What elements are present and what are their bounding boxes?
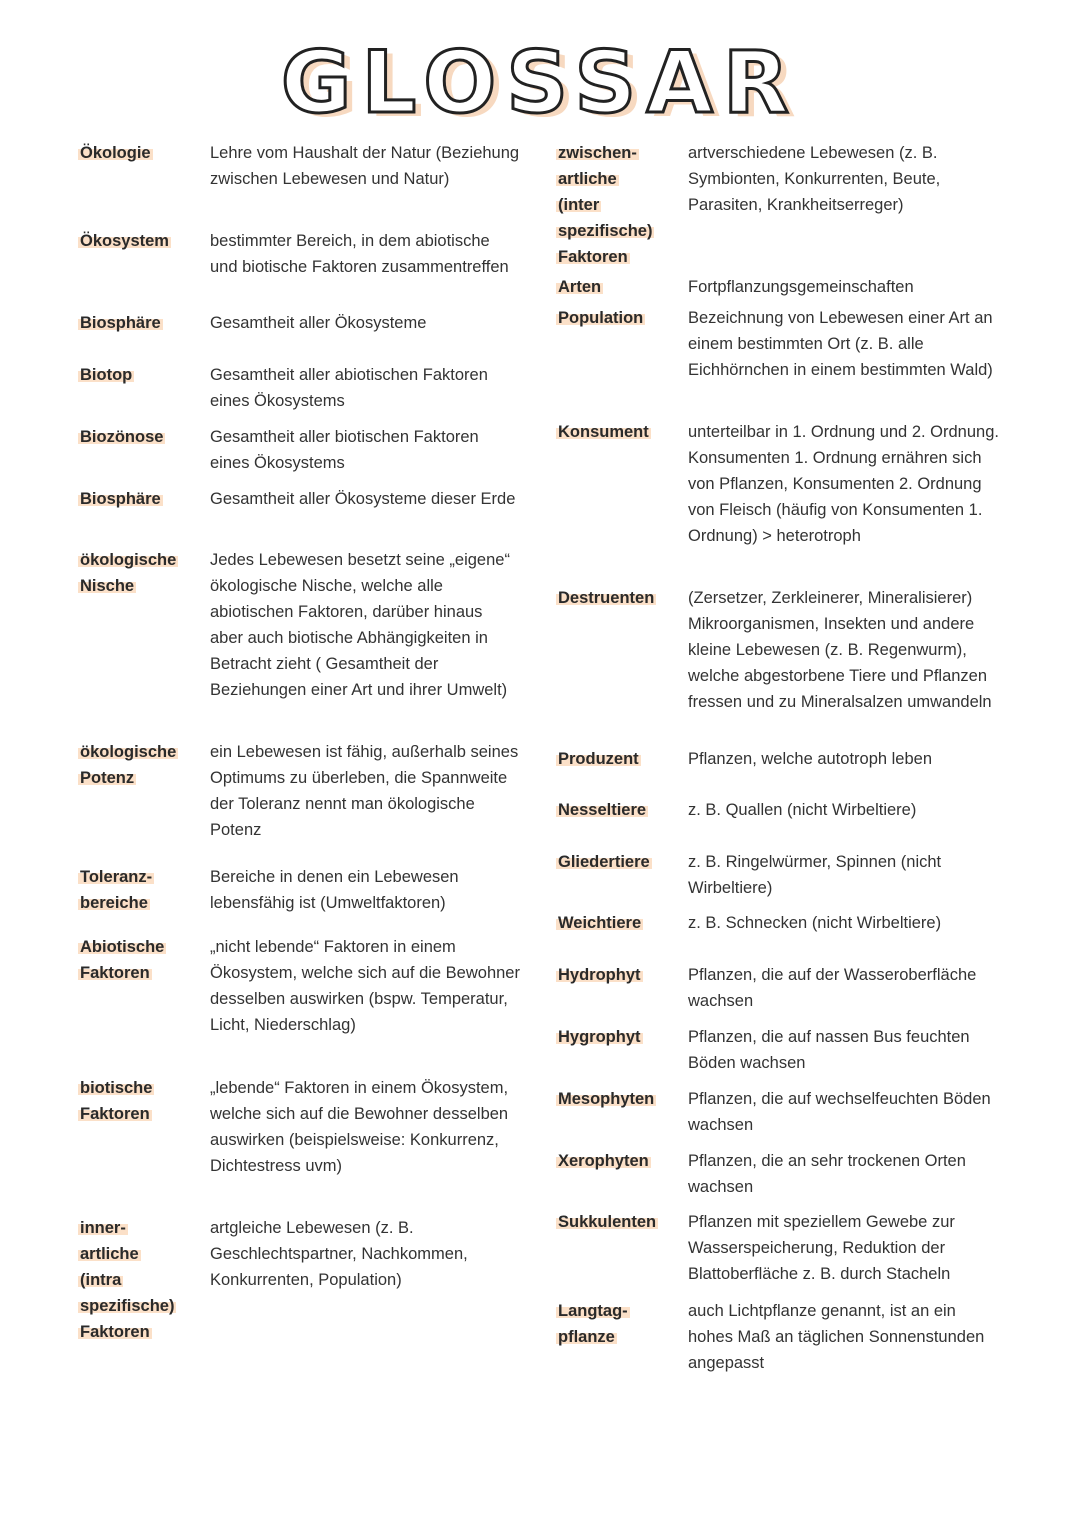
glossary-term: Abiotische Faktoren <box>80 938 165 982</box>
glossary-entry <box>558 797 1003 823</box>
glossary-term: inner- artliche (intra spezifische) Faktoren <box>80 1219 175 1341</box>
glossary-definition: Pflanzen, die an sehr trockenen Orten wachsen <box>688 1152 966 1196</box>
glossary-entry <box>558 746 1003 772</box>
glossary-definition: Pflanzen mit speziellem Gewebe zur Wasserspeicherung, Reduktion der Blattoberfläche z. B. durch Stacheln <box>688 1213 955 1283</box>
glossary-definition: (Zersetzer, Zerkleinerer, Mineralisierer) Mikroorganismen, Insekten und andere kleine Lebewesen (z. B. Regenwurm), welche abgestorbene Tiere und Pflanzen fressen und zu Mineralsalzen umwandeln <box>688 589 992 711</box>
glossary-entry <box>80 547 520 703</box>
glossary-definition: Jedes Lebewesen besetzt seine „eigene“ ökologische Nische, welche alle abiotischen Faktoren, darüber hinaus aber auch biotische Abhängigkeiten in Betracht zieht ( Gesamtheit der Beziehungen einer Art und ihrer Umwelt) <box>210 551 510 699</box>
glossary-definition: ein Lebewesen ist fähig, außerhalb seines Optimums zu überleben, die Spannweite der Toleranz nennt man ökologische Potenz <box>210 743 519 839</box>
glossary-definition: z. B. Ringelwürmer, Spinnen (nicht Wirbeltiere) <box>688 853 942 897</box>
glossary-term: Biosphäre <box>80 314 161 332</box>
glossary-entry <box>80 1215 520 1341</box>
glossary-definition: unterteilbar in 1. Ordnung und 2. Ordnung. Konsumenten 1. Ordnung ernähren sich von Pflanzen, Konsumenten 2. Ordnung von Fleisch (häufig von Konsumenten 1. Ordnung) > heterotroph <box>688 423 999 545</box>
glossary-term: zwischen- artliche (inter spezifische) Faktoren <box>558 144 653 266</box>
glossary-entry <box>80 486 520 512</box>
glossary-definition: z. B. Quallen (nicht Wirbeltiere) <box>688 801 917 819</box>
glossary-term: Nesseltiere <box>558 801 647 819</box>
glossary-term: Sukkulenten <box>558 1213 657 1231</box>
glossary-term: Gliedertiere <box>558 853 650 871</box>
glossary-term: Ökosystem <box>80 232 169 250</box>
glossary-term: ökologische Nische <box>80 551 177 595</box>
glossary-entry <box>558 1024 1003 1076</box>
glossary-entry <box>558 140 1003 266</box>
glossary-entry <box>558 1298 1003 1376</box>
glossary-entry <box>558 1148 1003 1200</box>
glossary-definition: Gesamtheit aller biotischen Faktoren eines Ökosystems <box>210 428 479 472</box>
glossary-definition: Pflanzen, die auf der Wasseroberfläche wachsen <box>688 966 977 1010</box>
glossary-term: Hygrophyt <box>558 1028 641 1046</box>
glossary-term: Toleranz- bereiche <box>80 868 153 912</box>
glossary-definition: „nicht lebende“ Faktoren in einem Ökosystem, welche sich auf die Bewohner desselben auswirken (bspw. Temperatur, Licht, Niederschlag) <box>210 938 520 1034</box>
glossary-definition: Gesamtheit aller Ökosysteme dieser Erde <box>210 490 516 508</box>
glossary-term: Produzent <box>558 750 639 768</box>
glossary-entry <box>80 140 520 192</box>
glossary-entry <box>558 1209 1003 1287</box>
glossary-term: Biotop <box>80 366 133 384</box>
glossary-entry <box>558 274 1003 300</box>
glossary-definition: z. B. Schnecken (nicht Wirbeltiere) <box>688 914 942 932</box>
glossary-definition: artverschiedene Lebewesen (z. B. Symbionten, Konkurrenten, Beute, Parasiten, Krankheitserreger) <box>688 144 941 214</box>
glossary-definition: Pflanzen, die auf wechselfeuchten Böden wachsen <box>688 1090 991 1134</box>
glossary-entry <box>558 849 1003 901</box>
glossary-entry <box>80 739 520 843</box>
glossary-term: Xerophyten <box>558 1152 649 1170</box>
glossary-term: Mesophyten <box>558 1090 655 1108</box>
glossary-definition: Gesamtheit aller Ökosysteme <box>210 314 427 332</box>
glossary-term: Konsument <box>558 423 649 441</box>
glossary-entry <box>80 362 520 414</box>
glossary-term: Langtag- pflanze <box>558 1302 628 1346</box>
glossary-entry <box>558 585 1003 715</box>
glossary-term: Hydrophyt <box>558 966 641 984</box>
glossary-definition: Gesamtheit aller abiotischen Faktoren eines Ökosystems <box>210 366 488 410</box>
glossary-entry <box>80 934 520 1038</box>
glossary-definition: auch Lichtpflanze genannt, ist an ein hohes Maß an täglichen Sonnenstunden angepasst <box>688 1302 985 1372</box>
glossary-definition: Fortpflanzungsgemeinschaften <box>688 278 914 296</box>
glossary-definition: Pflanzen, welche autotroph leben <box>688 750 933 768</box>
glossary-term: Biosphäre <box>80 490 161 508</box>
glossary-term: Population <box>558 309 644 327</box>
glossary-term: biotische Faktoren <box>80 1079 153 1123</box>
glossary-definition: artgleiche Lebewesen (z. B. Geschlechtspartner, Nachkommen, Konkurrenten, Population) <box>210 1219 468 1289</box>
glossary-entry <box>558 910 1003 936</box>
glossary-term: Arten <box>558 278 602 296</box>
glossary-definition: „lebende“ Faktoren in einem Ökosystem, welche sich auf die Bewohner desselben auswirken (beispielsweise: Konkurrenz, Dichtestress uvm) <box>210 1079 509 1175</box>
glossary-entry <box>558 962 1003 1014</box>
glossary-definition: Bereiche in denen ein Lebewesen lebensfähig ist (Umweltfaktoren) <box>210 868 459 912</box>
glossary-term: Destruenten <box>558 589 655 607</box>
glossary-definition: Pflanzen, die auf nassen Bus feuchten Böden wachsen <box>688 1028 970 1072</box>
glossary-entry <box>80 1075 520 1179</box>
glossary-term: Biozönose <box>80 428 164 446</box>
glossary-entry <box>558 419 1003 549</box>
glossary-definition: bestimmter Bereich, in dem abiotische und biotische Faktoren zusammentreffen <box>210 232 509 276</box>
glossary-entry <box>80 228 520 280</box>
glossary-entry <box>80 424 520 476</box>
glossary-term: Weichtiere <box>558 914 642 932</box>
glossary-term: Ökologie <box>80 144 151 162</box>
glossary-entry <box>558 305 1003 383</box>
glossary-entry <box>80 864 520 916</box>
page-title: GLOSSAR <box>280 33 800 133</box>
glossary-term: ökologische Potenz <box>80 743 177 787</box>
glossary-entry <box>558 1086 1003 1138</box>
glossary-definition: Bezeichnung von Lebewesen einer Art an einem bestimmten Ort (z. B. alle Eichhörnchen in einem bestimmten Wald) <box>688 309 993 379</box>
glossary-entry <box>80 310 520 336</box>
glossary-definition: Lehre vom Haushalt der Natur (Beziehung zwischen Lebewesen und Natur) <box>210 144 520 188</box>
